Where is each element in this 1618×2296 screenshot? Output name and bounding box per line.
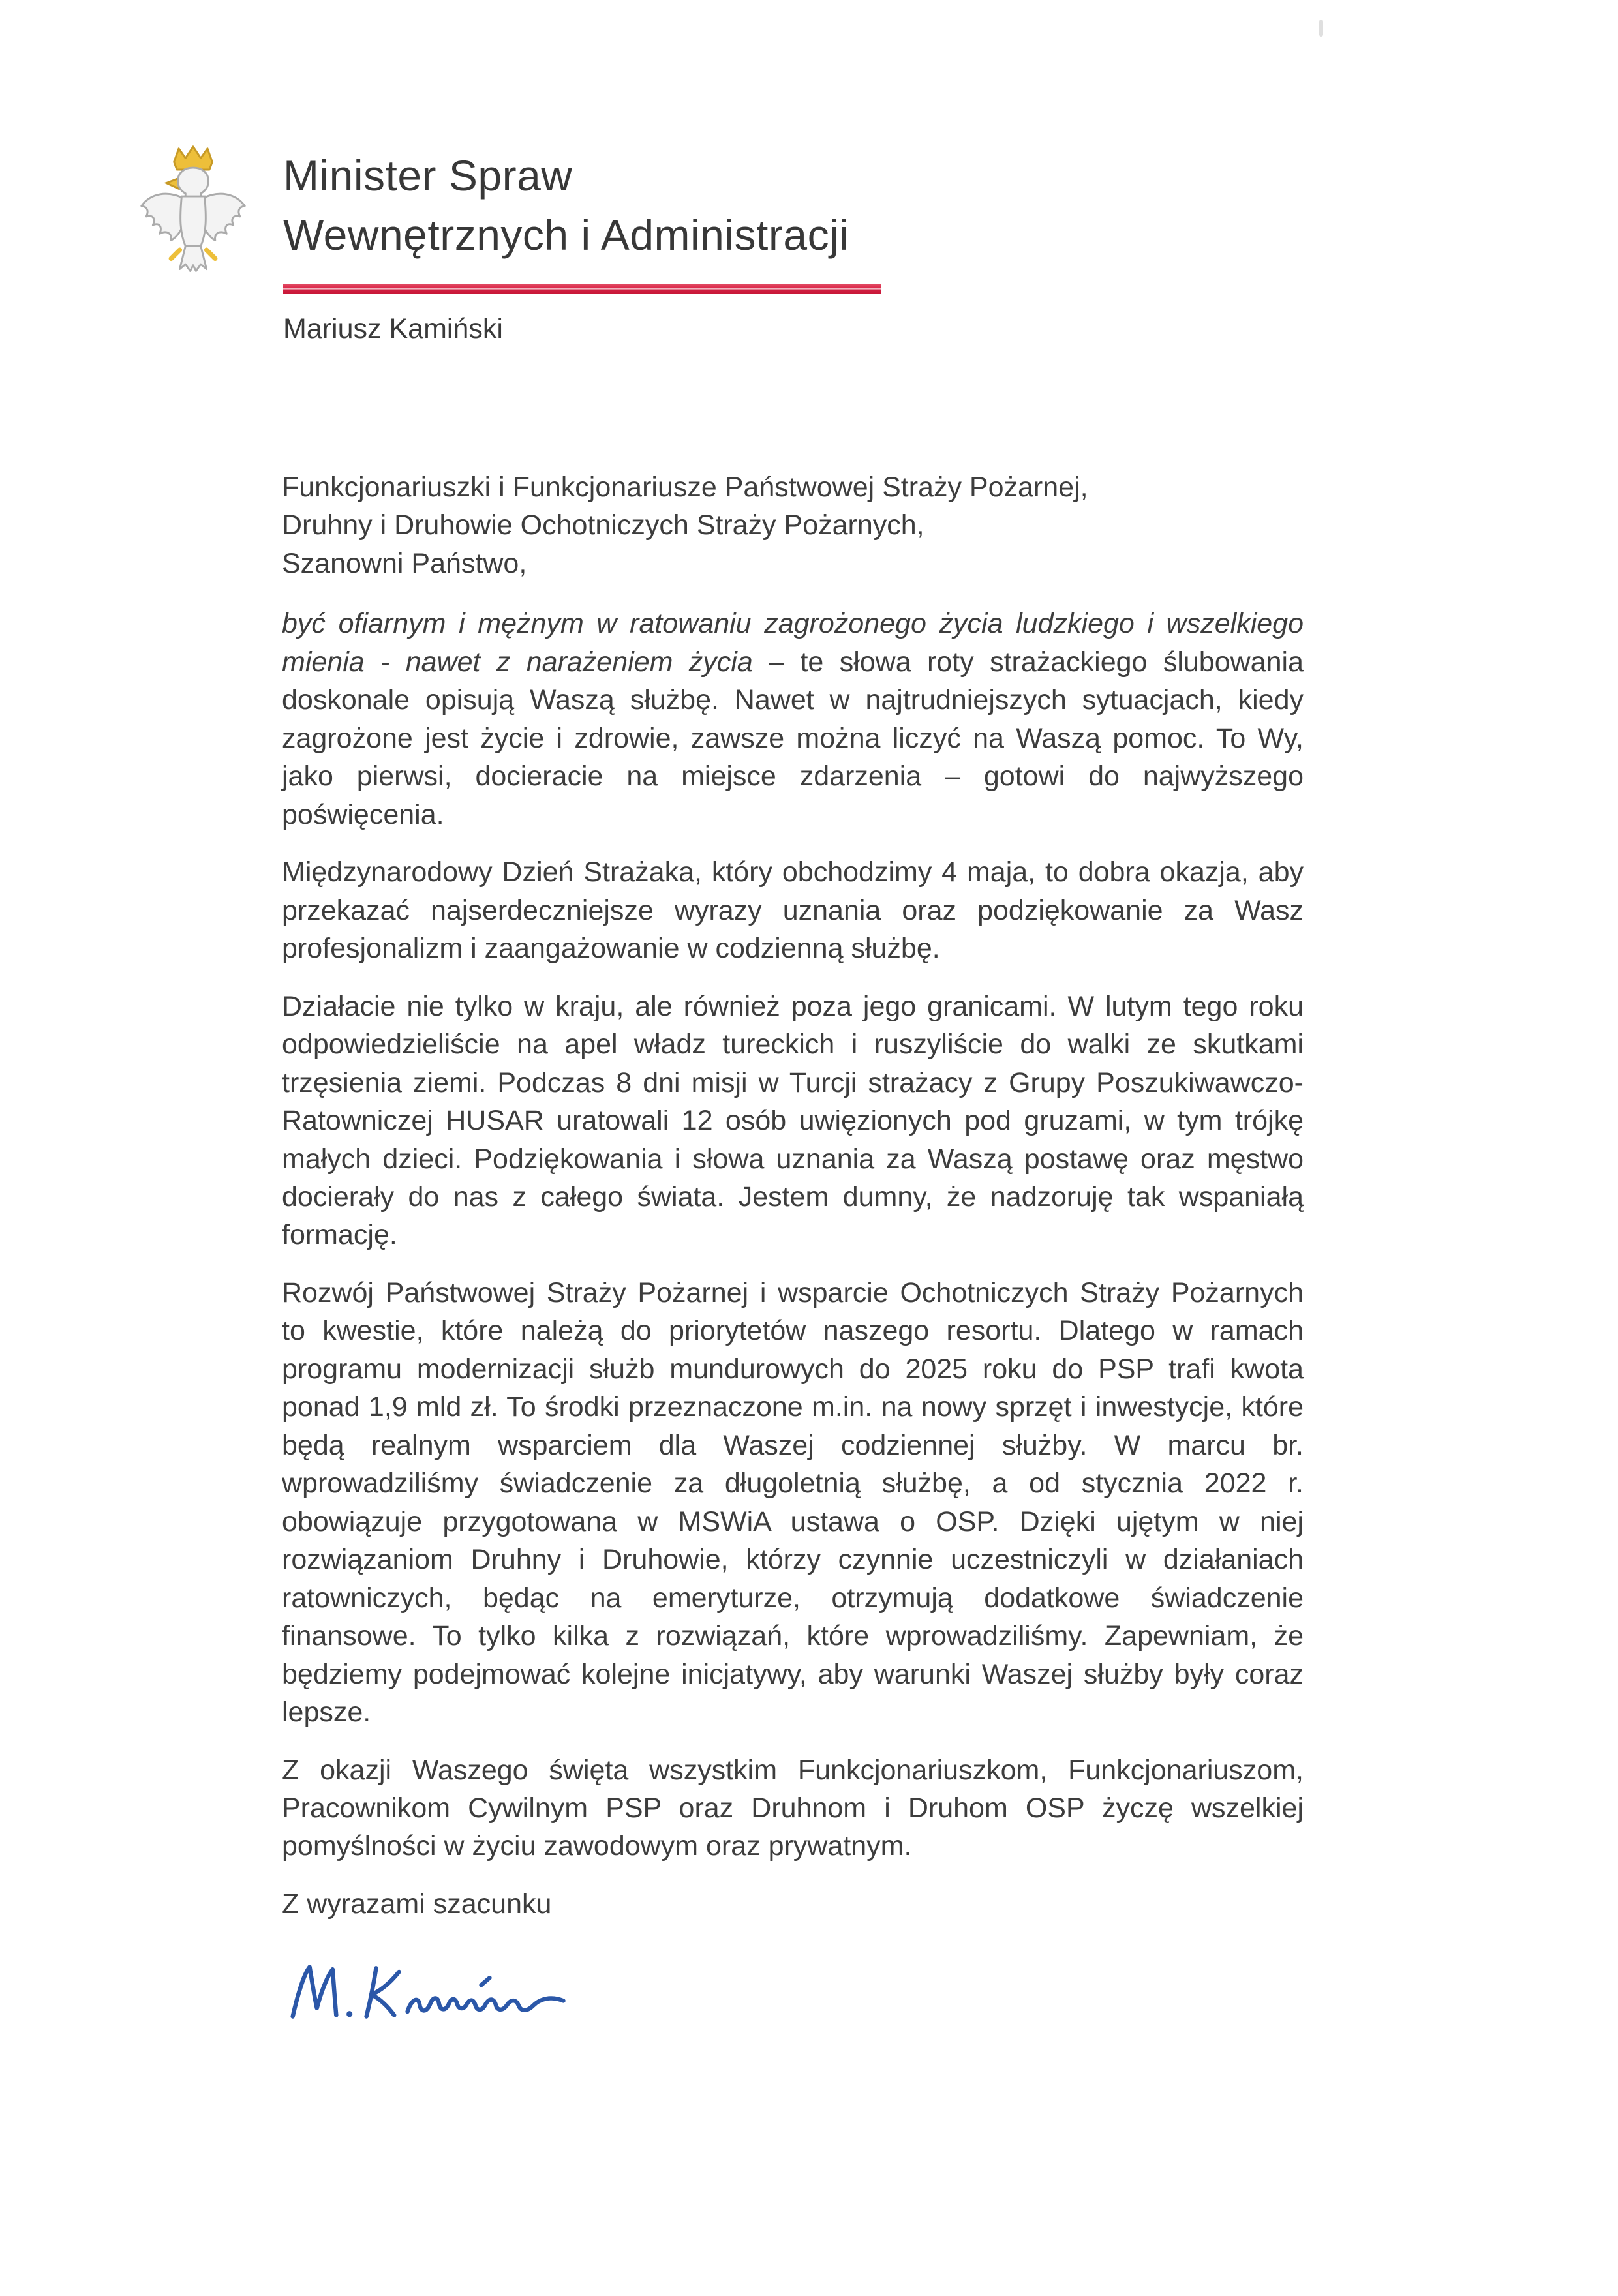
eagle-crown-icon <box>174 147 213 170</box>
minister-name: Mariusz Kamiński <box>283 313 503 345</box>
salutation-line-1: Funkcjonariuszki i Funkcjonariusze Państwowej Straży Pożarnej, <box>282 472 1088 503</box>
salutation-line-3: Szanowni Państwo, <box>282 547 527 579</box>
polish-eagle-emblem <box>136 137 251 288</box>
salutation-line-2: Druhny i Druhowie Ochotniczych Straży Pożarnych, <box>282 509 924 541</box>
paragraph-firefighters-day: Międzynarodowy Dzień Strażaka, który obchodzimy 4 maja, to dobra okazja, aby przekazać najserdeczniejsze wyrazy uznania oraz podziękowanie za Wasz profesjonalizm i zaangażowanie w codzienną służbę. <box>282 856 1304 965</box>
oath-quote: być ofiarnym i mężnym w ratowaniu zagrożonego życia ludzkiego i wszelkiego mienia - nawet z narażeniem życia <box>282 608 1304 678</box>
ministry-title-line1: Minister Spraw <box>283 151 573 200</box>
letterhead <box>136 137 881 345</box>
eagle-head-icon <box>178 168 209 200</box>
paragraph-turkey-mission: Działacie nie tylko w kraju, ale również poza jego granicami. W lutym tego roku odpowiedzieliście na apel władz tureckich i ruszyliście do walki ze skutkami trzęsienia ziemi. Podczas 8 dni misji w Turcji strażacy z Grupy Poszukiwawczo-Ratowniczej HUSAR uratowali 12 osób uwięzionych pod gruzami, w tym trójkę małych dzieci. Podziękowania i słowa uznania za Waszą postawę oraz męstwo docierały do nas z całego świata. Jestem dumny, że nadzoruję tak wspaniałą formację. <box>282 990 1304 1251</box>
paragraph-modernization: Rozwój Państwowej Straży Pożarnej i wsparcie Ochotniczych Straży Pożarnych to kwestie, które należą do priorytetów naszego resortu. Dlatego w ramach programu modernizacji służb mundurowych do 2025 roku do PSP trafi kwota ponad 1,9 mld zł. To środki przeznaczone m.in. na nowy sprzęt i inwestycje, które będą realnym wsparciem dla Waszej codziennej służby. W marcu br. wprowadziliśmy świadczenie za długoletnią służbę, a od stycznia 2022 r. obowiązuje przygotowana w MSWiA ustawa o OSP. Dzięki ujętym w niej rozwiązaniom Druhny i Druhowie, którzy czynnie uczestniczyli w działaniach ratowniczych, będąc na emeryturze, otrzymują dodatkowe świadczenie finansowe. To tylko kilka z rozwiązań, które wprowadziliśmy. Zapewniam, że będziemy podejmować kolejne inicjatywy, aby warunki Waszej służby były coraz lepsze. <box>282 1276 1304 1729</box>
oath-paragraph-rest: – te słowa roty strażackiego ślubowania doskonale opisują Waszą służbę. Nawet w najtrudniejszych sytuacjach, kiedy zagrożone jest życie i zdrowie, zawsze można liczyć na Waszą pomoc. To Wy, jako pierwsi, docieracie na miejsce zdarzenia – gotowi do najwyższego poświęcenia. <box>282 646 1304 830</box>
eagle-tail-icon <box>179 246 206 271</box>
ministry-title-line2: Wewnętrznych i Administracji <box>283 211 849 260</box>
letter-body <box>282 468 1304 2037</box>
letterhead-text <box>283 137 881 345</box>
closing-line: Z wyrazami szacunku <box>282 1888 552 1920</box>
signature-icon <box>282 1946 608 2037</box>
eagle-body-icon <box>181 196 206 246</box>
flag-stripe-rule <box>283 284 881 294</box>
handwritten-signature <box>282 1946 608 2037</box>
scan-artifact <box>1319 20 1323 37</box>
eagle-wing-icon <box>142 194 185 240</box>
oath-paragraph <box>282 605 1304 834</box>
ministry-title <box>283 146 881 265</box>
paragraph-wishes: Z okazji Waszego święta wszystkim Funkcjonariuszkom, Funkcjonariuszom, Pracownikom Cywilnym PSP oraz Druhnom i Druhom OSP życzę wszelkiej pomyślności w życiu zawodowym oraz prywatnym. <box>282 1754 1304 1862</box>
salutation <box>282 468 1304 582</box>
eagle-wing-icon <box>202 194 245 240</box>
